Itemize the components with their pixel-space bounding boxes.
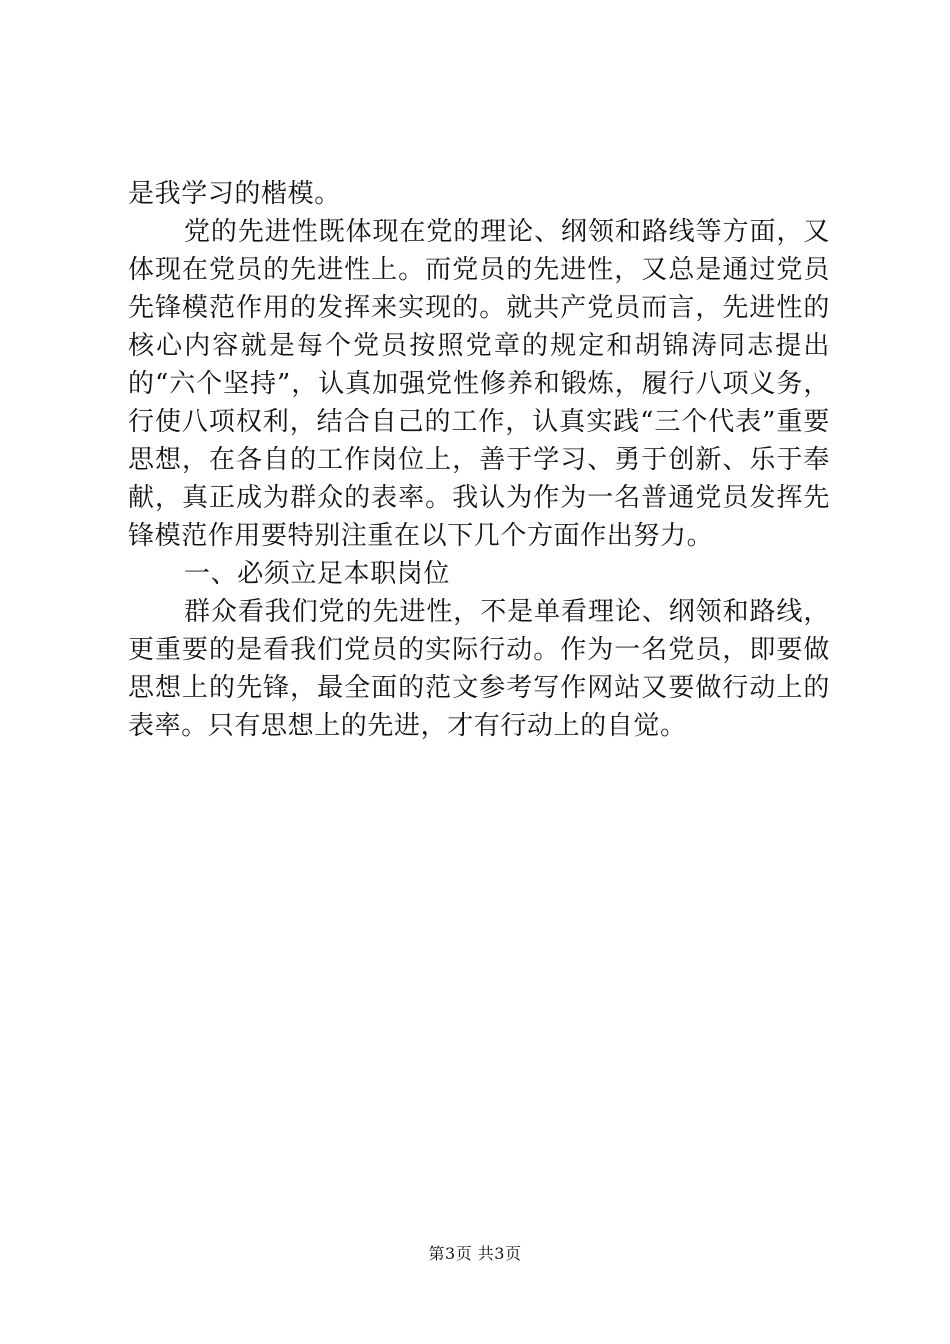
paragraph-advancement: 党的先进性既体现在党的理论、纲领和路线等方面，又体现在党员的先进性上。而党员的先进性，又总是通过党员先锋模范作用的发挥来实现的。就共产党员而言，先进性的核心内容就是每个党员按照党章的规定和胡锦涛同志提出的“六个坚持”，认真加强党性修养和锻炼，履行八项义务，行使八项权利，结合自己的工作，认真实践“三个代表”重要思想，在各自的工作岗位上，善于学习、勇于创新、乐于奉献，真正成为群众的表率。我认为作为一名普通党员发挥先锋模范作用要特别注重在以下几个方面作出努力。	[128, 217, 830, 551]
paragraph-actions: 群众看我们党的先进性，不是单看理论、纲领和路线，更重要的是看我们党员的实际行动。作为一名党员，即要做思想上的先锋，最全面的范文参考写作网站又要做行动上的表率。只有思想上的先进，才有行动上的自觉。	[128, 597, 830, 741]
document-body	[128, 175, 830, 745]
section-heading: 一、必须立足本职岗位	[184, 559, 451, 589]
page-footer: 第3页 共3页	[428, 1244, 522, 1263]
paragraph-continuation: 是我学习的楷模。	[128, 179, 341, 209]
